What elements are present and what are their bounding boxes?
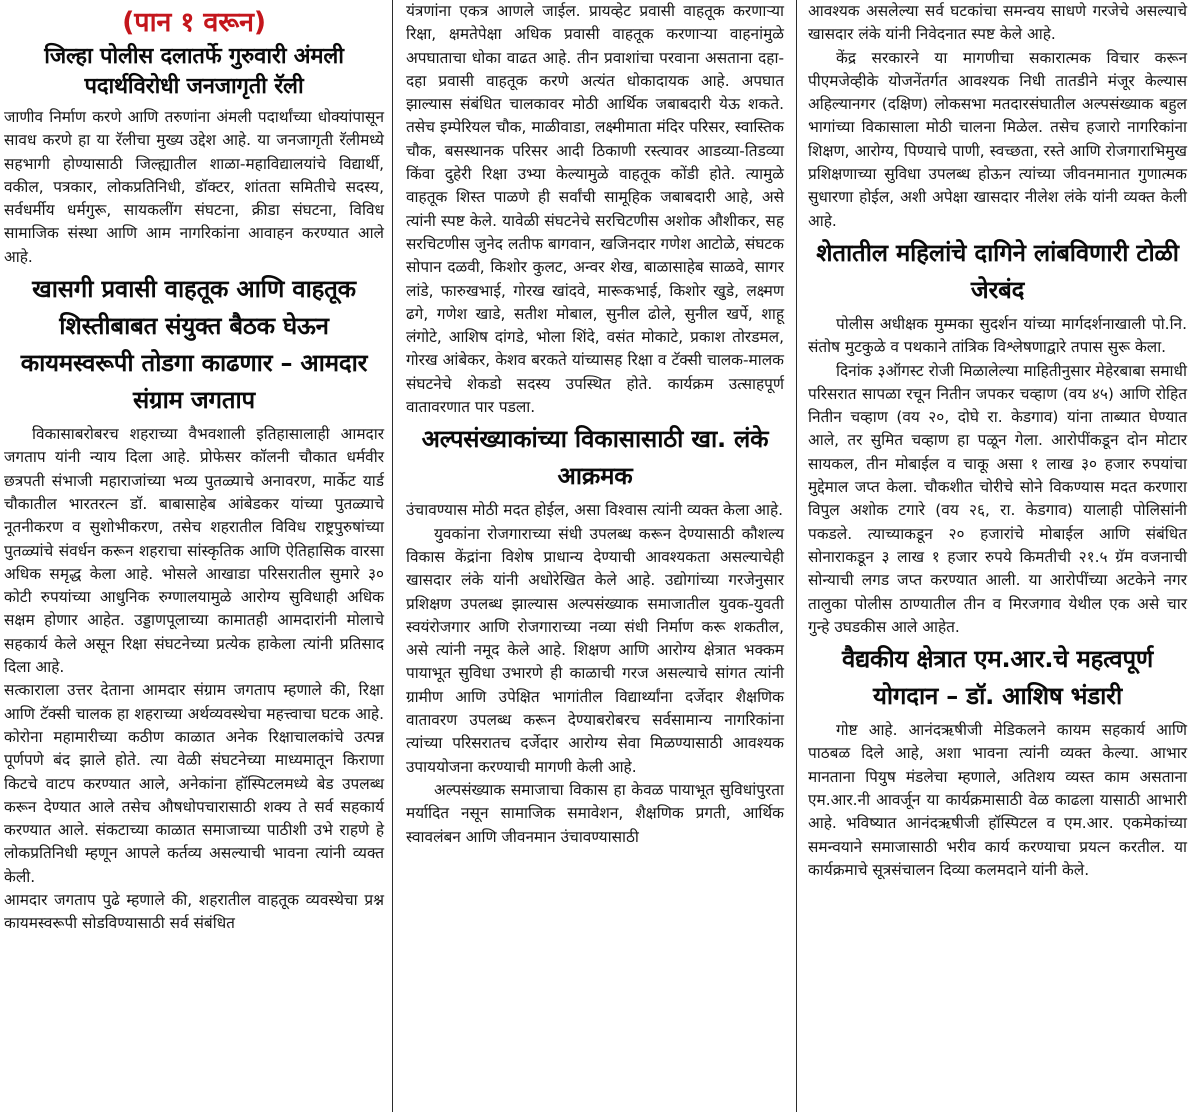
rally-paragraph: जाणीव निर्माण करणे आणि तरुणांना अंमली पदार्थांच्या धोक्यांपासून सावध करणे हा या रॅलीचा मुख्य उद्देश आहे. या जनजागृती रॅलीमध्ये सहभागी होण्यासाठी जिल्ह्यातील शाळा-महाविद्यालयांचे विद्यार्थी, वकील, पत्रकार, लोकप्रतिनिधी, डॉक्टर, शांतता समितीचे सदस्य, सर्वधर्मीय धर्मगुरू, सायकलींग संघटना, क्रीडा संघटना, विविध सामाजिक संस्था आणि आम नागरिकांना आवाहन करण्यात आले आहे. bbox=[4, 108, 384, 266]
headline-traffic-meeting: खासगी प्रवासी वाहतूक आणि वाहतूक शिस्तीबाबत संयुक्त बैठक घेऊन कायमस्वरूपी तोडगा काढणार – आमदार संग्राम जगताप bbox=[20, 275, 368, 415]
column-2 bbox=[396, 0, 792, 1112]
headline-police-rally: जिल्हा पोलीस दलातर्फे गुरुवारी अंमली पदार्थविरोधी जनजागृती रॅली bbox=[44, 44, 344, 99]
headline-minorities-development: अल्पसंख्याकांच्या विकासासाठी खा. लंके आक्रमक bbox=[421, 425, 769, 491]
lanke-continued-paragraph-2: केंद्र सरकारने या मागणीचा सकारात्मक विचार करून पीएमजेव्हीके योजनेंतर्गत आवश्यक निधी तातडीने मंजूर केल्यास अहिल्यानगर (दक्षिण) लोकसभा मतदारसंघातील अल्पसंख्याक बहुल भागांच्या विकासाला मोठी चालना मिळेल. तसेच हजारो नागरिकांना शिक्षण, आरोग्य, पिण्याचे पाणी, स्वच्छता, रस्ते आणि रोजगाराभिमुख प्रशिक्षणाच्या सुविधा उपलब्ध होऊन त्यांच्या जीवनमानात गुणात्मक सुधारणा होईल, अशी अपेक्षा खासदार नीलेश लंके यांनी व्यक्त केली आहे. bbox=[808, 48, 1187, 230]
column-divider bbox=[392, 0, 393, 1112]
lanke-continued-paragraph: आवश्यक असलेल्या सर्व घटकांचा समन्वय साधणे गरजेचे असल्याचे खासदार लंके यांनी निवेदनात स्पष्ट केले आहे. bbox=[808, 2, 1187, 44]
column-divider bbox=[796, 0, 797, 1112]
lanke-paragraph-2: युवकांना रोजगाराच्या संधी उपलब्ध करून देण्यासाठी कौशल्य विकास केंद्रांना विशेष प्राधान्य देण्याची आवश्यकता असल्याचेही खासदार लंके यांनी अधोरेखित केले आहे. उद्योगांच्या गरजेनुसार प्रशिक्षण उपलब्ध झाल्यास अल्पसंख्याक समाजातील युवक-युवती स्वयंरोजगार आणि रोजगाराच्या नव्या संधी निर्माण करू शकतील, असे त्यांनी नमूद केले आहे. शिक्षण आणि आरोग्य क्षेत्रात भक्कम पायाभूत सुविधा उभारणे ही काळाची गरज असल्याचे सांगत त्यांनी ग्रामीण आणि उपेक्षित भागांतील विद्यार्थ्यांना दर्जेदार शैक्षणिक वातावरण उपलब्ध करून देण्याबरोबरच सर्वसामान्य नागरिकांना त्यांच्या परिसरातच दर्जेदार आरोग्य सेवा मिळण्यासाठी आवश्यक उपाययोजना करण्याची मागणी केली आहे. bbox=[406, 524, 784, 776]
headline-mr-contribution: वैद्यकीय क्षेत्रात एम.आर.चे महत्वपूर्ण योगदान – डॉ. आशिष भंडारी bbox=[841, 645, 1154, 711]
jagtap-paragraph-2: सत्काराला उत्तर देताना आमदार संग्राम जगताप म्हणाले की, रिक्षा आणि टॅक्सी चालक हा शहराच्या अर्थव्यवस्थेचा महत्त्वाचा घटक आहे. कोरोना महामारीच्या कठीण काळात अनेक रिक्षाचालकांचे उत्पन्न पूर्णपणे बंद झाले होते. त्या वेळी संघटनेच्या माध्यमातून किराणा किटचे वाटप करण्यात आले, अनेकांना हॉस्पिटलमध्ये बेड उपलब्ध करून देण्यात आले तसेच औषधोपचारासाठी शक्य ते सर्व सहकार्य करण्यात आले. संकटाच्या काळात समाजाच्या पाठीशी उभे राहणे हे लोकप्रतिनिधी म्हणून आपले कर्तव्य असल्याची भावना त्यांनी व्यक्त केली. bbox=[4, 681, 384, 886]
headline-jewellery-gang: शेतातील महिलांचे दागिने लांबविणारी टोळी जेरबंद bbox=[816, 238, 1179, 304]
lanke-paragraph-3: अल्पसंख्याक समाजाचा विकास हा केवळ पायाभूत सुविधांपुरता मर्यादित नसून सामाजिक समावेशन, शैक्षणिक प्रगती, आर्थिक स्वावलंबन आणि जीवनमान उंचावण्यासाठी bbox=[406, 780, 784, 846]
continued-from-page-1: (पान १ वरून) bbox=[122, 7, 266, 38]
column-3 bbox=[800, 0, 1193, 1112]
jagtap-paragraph-3: आमदार जगताप पुढे म्हणाले की, शहरातील वाहतूक व्यवस्थेचा प्रश्न कायमस्वरूपी सोडविण्यासाठी सर्व संबंधित bbox=[4, 891, 384, 933]
gang-paragraph-2: दिनांक ३ऑगस्ट रोजी मिळालेल्या माहितीनुसार मेहेरबाबा समाधी परिसरात सापळा रचून नितीन जपकर चव्हाण (वय ४५) आणि रोहित नितीन चव्हाण (वय २०, दोघे रा. केडगाव) यांना ताब्यात घेण्यात आले, तर सुमित चव्हाण हा पळून गेला. आरोपींकडून दोन मोटार सायकल, तीन मोबाईल व चाकू असा १ लाख ३० हजार रुपयांचा मुद्देमाल जप्त केला. चौकशीत चोरीचे सोने विकण्यास मदत करणारा विपुल अशोक टगारे (वय २६, रा. केडगाव) यालाही पोलिसांनी पकडले. त्याच्याकडून २० हजारांचे मोबाईल आणि संबंधित सोनाराकडून ३ लाख १ हजार रुपये किमतीची २१.५ ग्रॅम वजनाची सोन्याची लगड जप्त करण्यात आली. या आरोपींच्या अटकेने नगर तालुका पोलीस ठाण्यातील तीन व मिरजगाव येथील एक असे चार गुन्हे उघडकीस आले आहेत. bbox=[808, 361, 1187, 636]
jagtap-paragraph-1: विकासाबरोबरच शहराच्या वैभवशाली इतिहासालाही आमदार जगताप यांनी न्याय दिला आहे. प्रोफेसर कॉलनी चौकात धर्मवीर छत्रपती संभाजी महाराजांच्या भव्य पुतळ्याचे अनावरण, मार्केट यार्ड चौकातील भारतरत्न डॉ. बाबासाहेब आंबेडकर यांच्या पुतळ्याचे नूतनीकरण व सुशोभीकरण, तसेच शहरातील विविध राष्ट्रपुरुषांच्या पुतळ्यांचे संवर्धन करून शहराचा सांस्कृतिक आणि ऐतिहासिक वारसा अधिक समृद्ध केला आहे. भोसले आखाडा परिसरातील सुमारे ३० कोटी रुपयांच्या आधुनिक रुग्णालयामुळे आरोग्य सुविधाही अधिक सक्षम होणार आहेत. उड्डाणपूलाच्या कामातही आमदारांनी मोलाचे सहकार्य केले असून रिक्षा संघटनेच्या प्रत्येक हाकेला त्यांनी प्रतिसाद दिला आहे. bbox=[4, 425, 384, 677]
mr-paragraph: गोष्ट आहे. आनंदऋषीजी मेडिकलने कायम सहकार्य आणि पाठबळ दिले आहे, अशा भावना त्यांनी व्यक्त केल्या. आभार मानताना पियुष मंडलेचा म्हणाले, अतिशय व्यस्त काम असताना एम.आर.नी आवर्जून या कार्यक्रमासाठी वेळ काढला यासाठी आभारी आहे. भविष्यात आनंदऋषीजी हॉस्पिटल व एम.आर. एकमेकांच्या समन्वयाने समाजासाठी भरीव कार्य करण्याचा प्रयत्न करतील. या कार्यक्रमाचे सूत्रसंचालन दिव्या कलमदाने यांनी केले. bbox=[808, 721, 1187, 879]
lanke-paragraph-1: उंचावण्यास मोठी मदत होईल, असा विश्वास त्यांनी व्यक्त केला आहे. bbox=[406, 501, 784, 520]
traffic-continued-paragraph: यंत्रणांना एकत्र आणले जाईल. प्रायव्हेट प्रवासी वाहतूक करणाऱ्या रिक्षा, क्षमतेपेक्षा अधिक प्रवासी वाहतूक करणाऱ्या वाहनांमुळे अपघाताचा धोका वाढत आहे. तीन प्रवाशांचा परवाना असताना दहा-दहा प्रवासी वाहतूक करणे अत्यंत धोकादायक आहे. अपघात झाल्यास संबंधित चालकावर मोठी आर्थिक जबाबदारी येऊ शकते. तसेच इम्पेरियल चौक, माळीवाडा, लक्ष्मीमाता मंदिर परिसर, स्वास्तिक चौक, बसस्थानक परिसर आदी ठिकाणी रस्त्यावर आडव्या-तिडव्या किंवा दुहेरी रिक्षा उभ्या केल्यामुळे वाहतूक कोंडी होते. त्यामुळे वाहतूक शिस्त पाळणे ही सर्वांची सामूहिक जबाबदारी आहे, असे त्यांनी स्पष्ट केले. यावेळी संघटनेचे सरचिटणीस अशोक औशीकर, सह सरचिटणीस जुनेद लतीफ बागवान, खजिनदार गणेश आटोळे, संघटक सोपान दळवी, किशोर कुलट, अन्वर शेख, बाळासाहेब साळवे, सागर लांडे, फारुखभाई, गोरख खांदवे, मारूकभाई, किशोर खुडे, लक्ष्मण ढगे, गणेश खाडे, सतीश मोबाल, सुनील ढोले, सुनील खर्पे, शाहू लंगोटे, आशिष दांगडे, भोला शिंदे, वसंत मोकाटे, प्रकाश तोरडमल, गोरख आंबेकर, केशव बरकते यांच्यासह रिक्षा व टॅक्सी चालक-मालक संघटनेचे शेकडो सदस्य उपस्थित होते. कार्यक्रम उत्साहपूर्ण वातावरणात पार पडला. bbox=[406, 2, 784, 417]
column-1 bbox=[0, 0, 388, 1112]
gang-paragraph-1: पोलीस अधीक्षक मुम्मका सुदर्शन यांच्या मार्गदर्शनाखाली पो.नि. संतोष मुटकुळे व पथकाने तांत्रिक विश्लेषणाद्वारे तपास सुरू केला. bbox=[808, 314, 1187, 357]
